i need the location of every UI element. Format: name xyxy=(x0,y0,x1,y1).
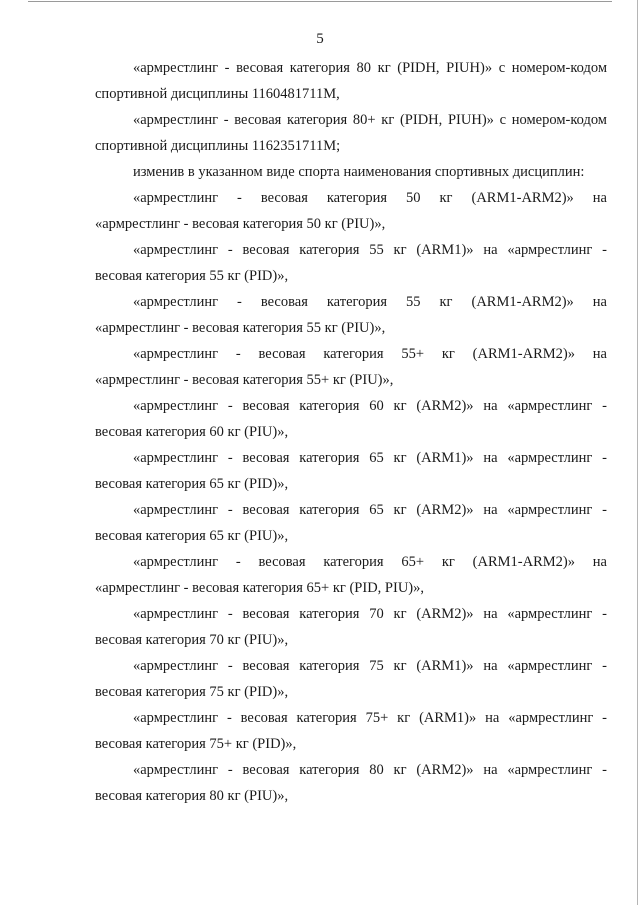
paragraph-line-1: «армрестлинг - весовая категория 65+ кг (ARM1-ARM2)» на xyxy=(133,554,607,570)
paragraph-line-1: «армрестлинг - весовая категория 65 кг (ARM1)» на «армрестлинг - xyxy=(133,450,607,466)
paragraph xyxy=(95,705,607,757)
paragraph-line-2: весовая категория 75 кг (PID)», xyxy=(95,684,289,700)
paragraph-line-2: «армрестлинг - весовая категория 55+ кг (PIU)», xyxy=(95,372,394,388)
paragraph-line-2: спортивной дисциплины 1160481711М, xyxy=(95,86,340,102)
paragraph xyxy=(95,549,607,601)
paragraph-line-2: весовая категория 65 кг (PID)», xyxy=(95,476,289,492)
paragraph-line-2: весовая категория 80 кг (PIU)», xyxy=(95,788,289,804)
document-body xyxy=(95,55,607,809)
paragraph-line-2: весовая категория 75+ кг (PID)», xyxy=(95,736,297,752)
paragraph xyxy=(95,341,607,393)
paragraph-line-2: «армрестлинг - весовая категория 65+ кг (PID, PIU)», xyxy=(95,580,424,596)
paragraph-line-2: весовая категория 65 кг (PIU)», xyxy=(95,528,289,544)
paragraph xyxy=(95,185,607,237)
paragraph-line-1: «армрестлинг - весовая категория 55+ кг (ARM1-ARM2)» на xyxy=(133,346,607,362)
paragraph-line-1: «армрестлинг - весовая категория 80+ кг (PIDH, PIUH)» с номером-кодом xyxy=(133,112,607,128)
paragraph-line-1: «армрестлинг - весовая категория 80 кг (PIDH, PIUH)» с номером-кодом xyxy=(133,60,607,76)
paragraph-line-1: «армрестлинг - весовая категория 55 кг (ARM1-ARM2)» на xyxy=(133,294,607,310)
paragraph-line-1: «армрестлинг - весовая категория 65 кг (ARM2)» на «армрестлинг - xyxy=(133,502,607,518)
paragraph-line-2: весовая категория 60 кг (PIU)», xyxy=(95,424,289,440)
paragraph xyxy=(95,55,607,107)
paragraph xyxy=(95,159,607,185)
paragraph-line-1: «армрестлинг - весовая категория 55 кг (ARM1)» на «армрестлинг - xyxy=(133,242,607,258)
paragraph-line-1: «армрестлинг - весовая категория 50 кг (ARM1-ARM2)» на xyxy=(133,190,607,206)
paragraph-line-1: «армрестлинг - весовая категория 60 кг (ARM2)» на «армрестлинг - xyxy=(133,398,607,414)
paragraph-line-2: весовая категория 70 кг (PIU)», xyxy=(95,632,289,648)
paragraph-line-1: «армрестлинг - весовая категория 80 кг (ARM2)» на «армрестлинг - xyxy=(133,762,607,778)
paragraph xyxy=(95,653,607,705)
paragraph-line-2: «армрестлинг - весовая категория 55 кг (PIU)», xyxy=(95,320,386,336)
paragraph-line-1: изменив в указанном виде спорта наименования спортивных дисциплин: xyxy=(133,164,585,180)
paragraph xyxy=(95,393,607,445)
paragraph xyxy=(95,601,607,653)
scan-edge-right xyxy=(637,0,638,905)
paragraph-line-1: «армрестлинг - весовая категория 70 кг (ARM2)» на «армрестлинг - xyxy=(133,606,607,622)
paragraph-line-1: «армрестлинг - весовая категория 75 кг (ARM1)» на «армрестлинг - xyxy=(133,658,607,674)
paragraph-line-2: спортивной дисциплины 1162351711М; xyxy=(95,138,341,154)
paragraph xyxy=(95,497,607,549)
scan-edge-top xyxy=(28,1,612,2)
paragraph xyxy=(95,107,607,159)
paragraph-line-2: весовая категория 55 кг (PID)», xyxy=(95,268,289,284)
paragraph-line-2: «армрестлинг - весовая категория 50 кг (PIU)», xyxy=(95,216,386,232)
paragraph xyxy=(95,445,607,497)
paragraph xyxy=(95,757,607,809)
paragraph-line-1: «армрестлинг - весовая категория 75+ кг (ARM1)» на «армрестлинг - xyxy=(133,710,607,726)
page-number: 5 xyxy=(316,31,324,47)
paragraph xyxy=(95,289,607,341)
paragraph xyxy=(95,237,607,289)
